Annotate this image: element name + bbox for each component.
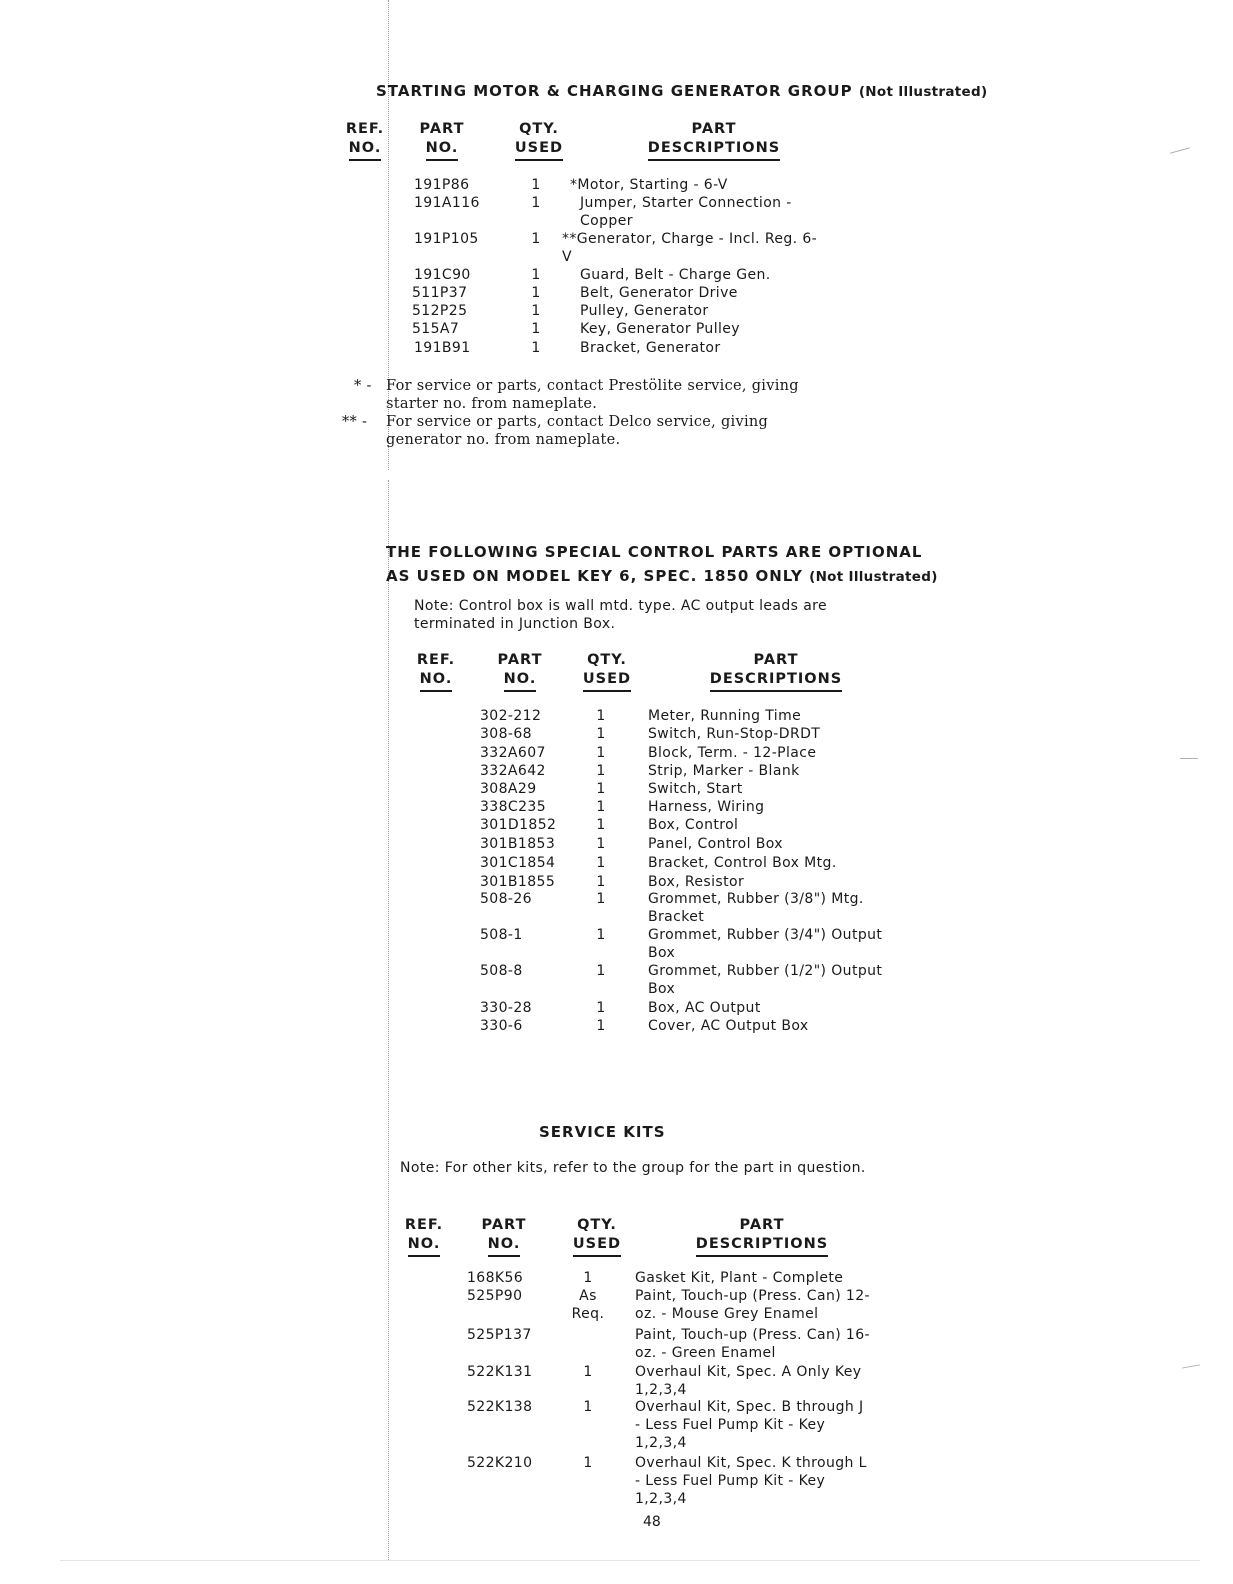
header-line: DESCRIPTIONS — [648, 139, 780, 161]
scan-mark — [1170, 147, 1190, 153]
description: **Generator, Charge - Incl. Reg. 6-V — [562, 231, 818, 265]
description: Pulley, Generator — [580, 303, 709, 319]
description: Box, AC Output — [648, 1000, 761, 1016]
description: Grommet, Rubber (1/2") Output Box — [648, 963, 883, 997]
header-line: PART — [691, 121, 737, 137]
quantity: 1 — [596, 855, 606, 871]
header-line: PART — [497, 652, 543, 668]
quantity: 1 — [596, 1000, 606, 1016]
column-header-qty — [506, 120, 572, 161]
page-number: 48 — [643, 1514, 661, 1530]
column-header-qty — [564, 1216, 630, 1257]
quantity: 1 — [596, 745, 606, 761]
part-number: 191P86 — [414, 177, 470, 193]
quantity: 1 — [531, 195, 541, 211]
quantity: 1 — [596, 781, 606, 797]
section-title-text: STARTING MOTOR & CHARGING GENERATOR GROUP — [376, 82, 853, 100]
quantity: 1 — [596, 963, 606, 979]
description: Jumper, Starter Connection - Copper — [580, 195, 792, 229]
part-number: 522K131 — [467, 1364, 533, 1380]
description: Overhaul Kit, Spec. A Only Key 1,2,3,4 — [635, 1364, 862, 1398]
part-number: 511P37 — [412, 285, 468, 301]
part-number: 522K138 — [467, 1399, 533, 1415]
section-title-text: AS USED ON MODEL KEY 6, SPEC. 1850 ONLY — [386, 567, 803, 585]
quantity: 1 — [596, 874, 606, 890]
header-line: NO. — [420, 670, 453, 692]
quantity: 1 — [596, 817, 606, 833]
part-number: 301C1854 — [480, 855, 556, 871]
header-line: USED — [573, 1235, 621, 1257]
description: Harness, Wiring — [648, 799, 765, 815]
quantity: 1 — [531, 231, 541, 247]
description: Switch, Start — [648, 781, 743, 797]
section-title-note: (Not Illustrated) — [809, 569, 938, 585]
description: *Motor, Starting - 6-V — [570, 177, 728, 193]
header-line: QTY. — [587, 652, 627, 668]
description: Key, Generator Pulley — [580, 321, 740, 337]
section-title-note: (Not Illustrated) — [858, 84, 988, 100]
part-number: 301D1852 — [480, 817, 557, 833]
part-number: 512P25 — [412, 303, 468, 319]
description: Guard, Belt - Charge Gen. — [580, 267, 771, 283]
section-title-line — [386, 567, 938, 585]
part-number: 525P90 — [467, 1288, 523, 1304]
quantity: 1 — [596, 799, 606, 815]
description: Belt, Generator Drive — [580, 285, 738, 301]
header-line: REF. — [345, 121, 385, 137]
section-title — [376, 82, 987, 100]
part-number: 301B1855 — [480, 874, 556, 890]
part-number: 301B1853 — [480, 836, 556, 852]
part-number: 168K56 — [467, 1270, 524, 1286]
part-number: 191B91 — [414, 340, 471, 356]
header-line: NO. — [408, 1235, 441, 1257]
column-header-description — [688, 651, 864, 692]
header-line: NO. — [488, 1235, 521, 1257]
description: Block, Term. - 12-Place — [648, 745, 817, 761]
quantity: 1 — [596, 708, 606, 724]
part-number: 308A29 — [480, 781, 537, 797]
header-line: DESCRIPTIONS — [696, 1235, 828, 1257]
description: Switch, Run-Stop-DRDT — [648, 726, 821, 742]
quantity: 1 — [583, 1364, 593, 1380]
description: Overhaul Kit, Spec. K through L - Less Fuel Pump Kit - Key 1,2,3,4 — [635, 1455, 867, 1507]
header-line: NO. — [504, 670, 537, 692]
description: Cover, AC Output Box — [648, 1018, 809, 1034]
quantity: 1 — [583, 1455, 593, 1471]
header-line: PART — [419, 121, 465, 137]
part-number: 508-1 — [480, 927, 523, 943]
description: Box, Resistor — [648, 874, 745, 890]
footnote-text: For service or parts, contact Delco service, giving generator no. from nameplate. — [386, 414, 769, 448]
part-number: 191A116 — [414, 195, 480, 211]
column-header-ref — [408, 651, 464, 692]
description: Bracket, Generator — [580, 340, 721, 356]
header-line: DESCRIPTIONS — [710, 670, 842, 692]
header-line: PART — [753, 652, 799, 668]
part-number: 302-212 — [480, 708, 542, 724]
quantity: 1 — [583, 1399, 593, 1415]
part-number: 515A7 — [412, 321, 460, 337]
section-note: Note: Control box is wall mtd. type. AC output leads are terminated in Junction Box. — [414, 598, 828, 632]
part-number: 332A642 — [480, 763, 546, 779]
description: Overhaul Kit, Spec. B through J - Less Fuel Pump Kit - Key 1,2,3,4 — [635, 1399, 864, 1451]
column-header-part — [480, 651, 560, 692]
header-line: NO. — [426, 139, 459, 161]
description: Paint, Touch-up (Press. Can) 12-oz. - Mouse Grey Enamel — [635, 1288, 871, 1322]
quantity: 1 — [531, 267, 541, 283]
header-line: REF. — [416, 652, 456, 668]
header-line: NO. — [349, 139, 382, 161]
column-header-ref — [394, 1216, 454, 1257]
header-line: PART — [739, 1217, 785, 1233]
footnote-mark: * - — [354, 378, 372, 394]
scan-mark — [1180, 758, 1198, 759]
description: Gasket Kit, Plant - Complete — [635, 1270, 844, 1286]
description: Panel, Control Box — [648, 836, 783, 852]
footnote-mark: ** - — [342, 414, 368, 430]
description: Bracket, Control Box Mtg. — [648, 855, 837, 871]
column-header-qty — [574, 651, 640, 692]
quantity: As Req. — [571, 1288, 605, 1322]
footnote-text: For service or parts, contact Prestölite service, giving starter no. from nameplate. — [386, 378, 799, 412]
part-number: 330-6 — [480, 1018, 523, 1034]
quantity: 1 — [596, 1018, 606, 1034]
quantity: 1 — [583, 1270, 593, 1286]
column-header-description — [674, 1216, 850, 1257]
description: Strip, Marker - Blank — [648, 763, 800, 779]
part-number: 338C235 — [480, 799, 547, 815]
quantity: 1 — [531, 340, 541, 356]
quantity: 1 — [596, 726, 606, 742]
description: Meter, Running Time — [648, 708, 802, 724]
quantity: 1 — [596, 763, 606, 779]
description: Grommet, Rubber (3/8") Mtg. Bracket — [648, 891, 864, 925]
header-line: USED — [515, 139, 563, 161]
description: Grommet, Rubber (3/4") Output Box — [648, 927, 883, 961]
part-number: 508-26 — [480, 891, 532, 907]
quantity: 1 — [596, 836, 606, 852]
quantity: 1 — [531, 177, 541, 193]
column-header-part — [402, 120, 482, 161]
section-title-line: THE FOLLOWING SPECIAL CONTROL PARTS ARE OPTIONAL — [386, 543, 923, 561]
bottom-edge-line — [60, 1560, 1200, 1561]
column-header-description — [626, 120, 802, 161]
header-line: REF. — [404, 1217, 444, 1233]
header-line: USED — [583, 670, 631, 692]
part-number: 525P137 — [467, 1327, 532, 1343]
part-number: 330-28 — [480, 1000, 532, 1016]
header-line: QTY. — [577, 1217, 617, 1233]
quantity: 1 — [531, 285, 541, 301]
header-line: PART — [481, 1217, 527, 1233]
scan-mark — [1182, 1364, 1200, 1368]
part-number: 508-8 — [480, 963, 523, 979]
column-header-part — [466, 1216, 542, 1257]
quantity: 1 — [531, 303, 541, 319]
section-title: SERVICE KITS — [539, 1123, 666, 1141]
part-number: 332A607 — [480, 745, 546, 761]
quantity: 1 — [596, 891, 606, 907]
description: Paint, Touch-up (Press. Can) 16-oz. - Green Enamel — [635, 1327, 871, 1361]
section-note: Note: For other kits, refer to the group for the part in question. — [400, 1160, 866, 1176]
margin-line — [388, 480, 389, 1560]
quantity: 1 — [531, 321, 541, 337]
part-number: 522K210 — [467, 1455, 533, 1471]
description: Box, Control — [648, 817, 739, 833]
part-number: 191P105 — [414, 231, 479, 247]
header-line: QTY. — [519, 121, 559, 137]
column-header-ref — [340, 120, 390, 161]
quantity: 1 — [596, 927, 606, 943]
part-number: 191C90 — [414, 267, 471, 283]
part-number: 308-68 — [480, 726, 532, 742]
